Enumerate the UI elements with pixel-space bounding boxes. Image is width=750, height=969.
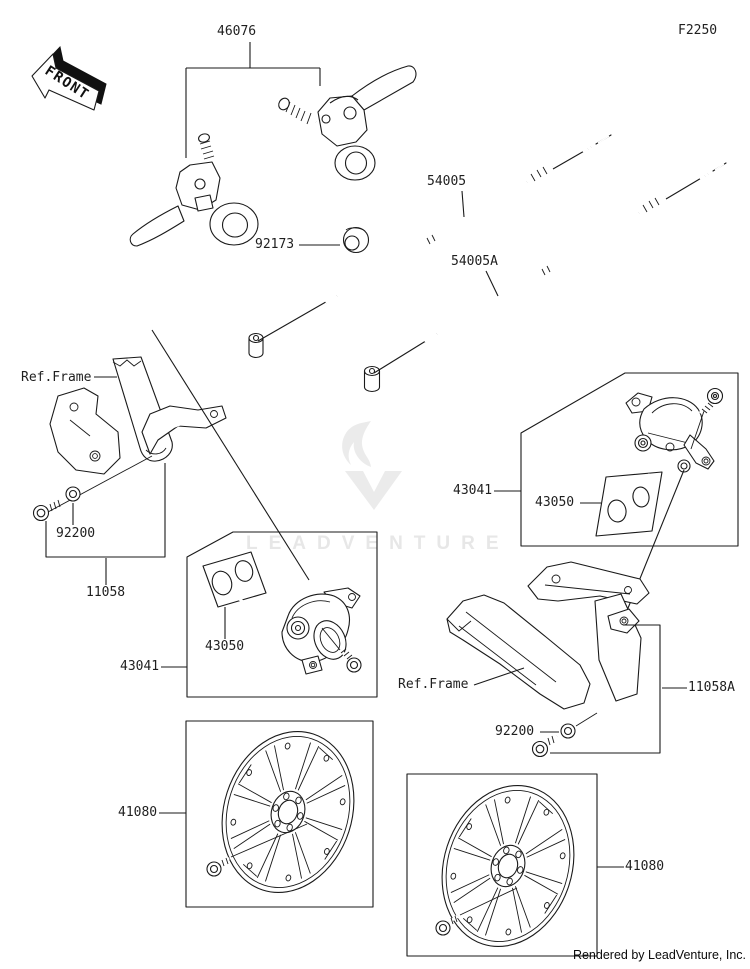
leader-54005 [462,191,464,217]
label-92200-right: 92200 [495,724,535,739]
brake-lever-upper [277,66,416,180]
label-ref-frame-left: Ref.Frame [21,370,92,385]
disc-group-right [407,768,624,964]
label-92200-left: 92200 [56,526,96,541]
front-arrow-label: FRONT [41,62,93,104]
disc-box-left [186,721,373,907]
disc-group-left [159,714,374,910]
watermark-logo [342,421,402,510]
front-fork-assembly [34,357,227,585]
rear-frame-assembly [447,562,687,757]
label-43041-left: 43041 [120,659,160,674]
label-46076: 46076 [217,24,257,39]
label-ref-frame-right: Ref.Frame [398,677,469,692]
front-direction-arrow [32,47,106,110]
caliper-group-left [152,330,377,697]
leader-54005a [486,271,498,296]
brake-lever-lower [130,133,258,246]
pads-box-right [596,472,662,536]
label-43050-left: 43050 [205,639,245,654]
label-11058a: 11058A [688,680,735,695]
label-92173: 92173 [255,237,295,252]
brake-cable-front [249,135,611,358]
label-43050-right: 43050 [535,495,575,510]
label-41080-left: 41080 [118,805,158,820]
brake-cable-rear [365,163,727,392]
bushing-92173 [299,228,369,253]
label-43041-right: 43041 [453,483,493,498]
label-41080-right: 41080 [625,859,665,874]
watermark-text: LEADVENTURE [246,533,510,554]
bracket-lines-11058 [46,463,165,557]
label-54005: 54005 [427,174,467,189]
render-credit: Rendered by LeadVenture, Inc. [572,948,746,962]
cable-route-leader-left [152,330,309,580]
label-54005a: 54005A [451,254,498,269]
label-11058: 11058 [86,585,126,600]
diagram-code: F2250 [678,23,718,38]
